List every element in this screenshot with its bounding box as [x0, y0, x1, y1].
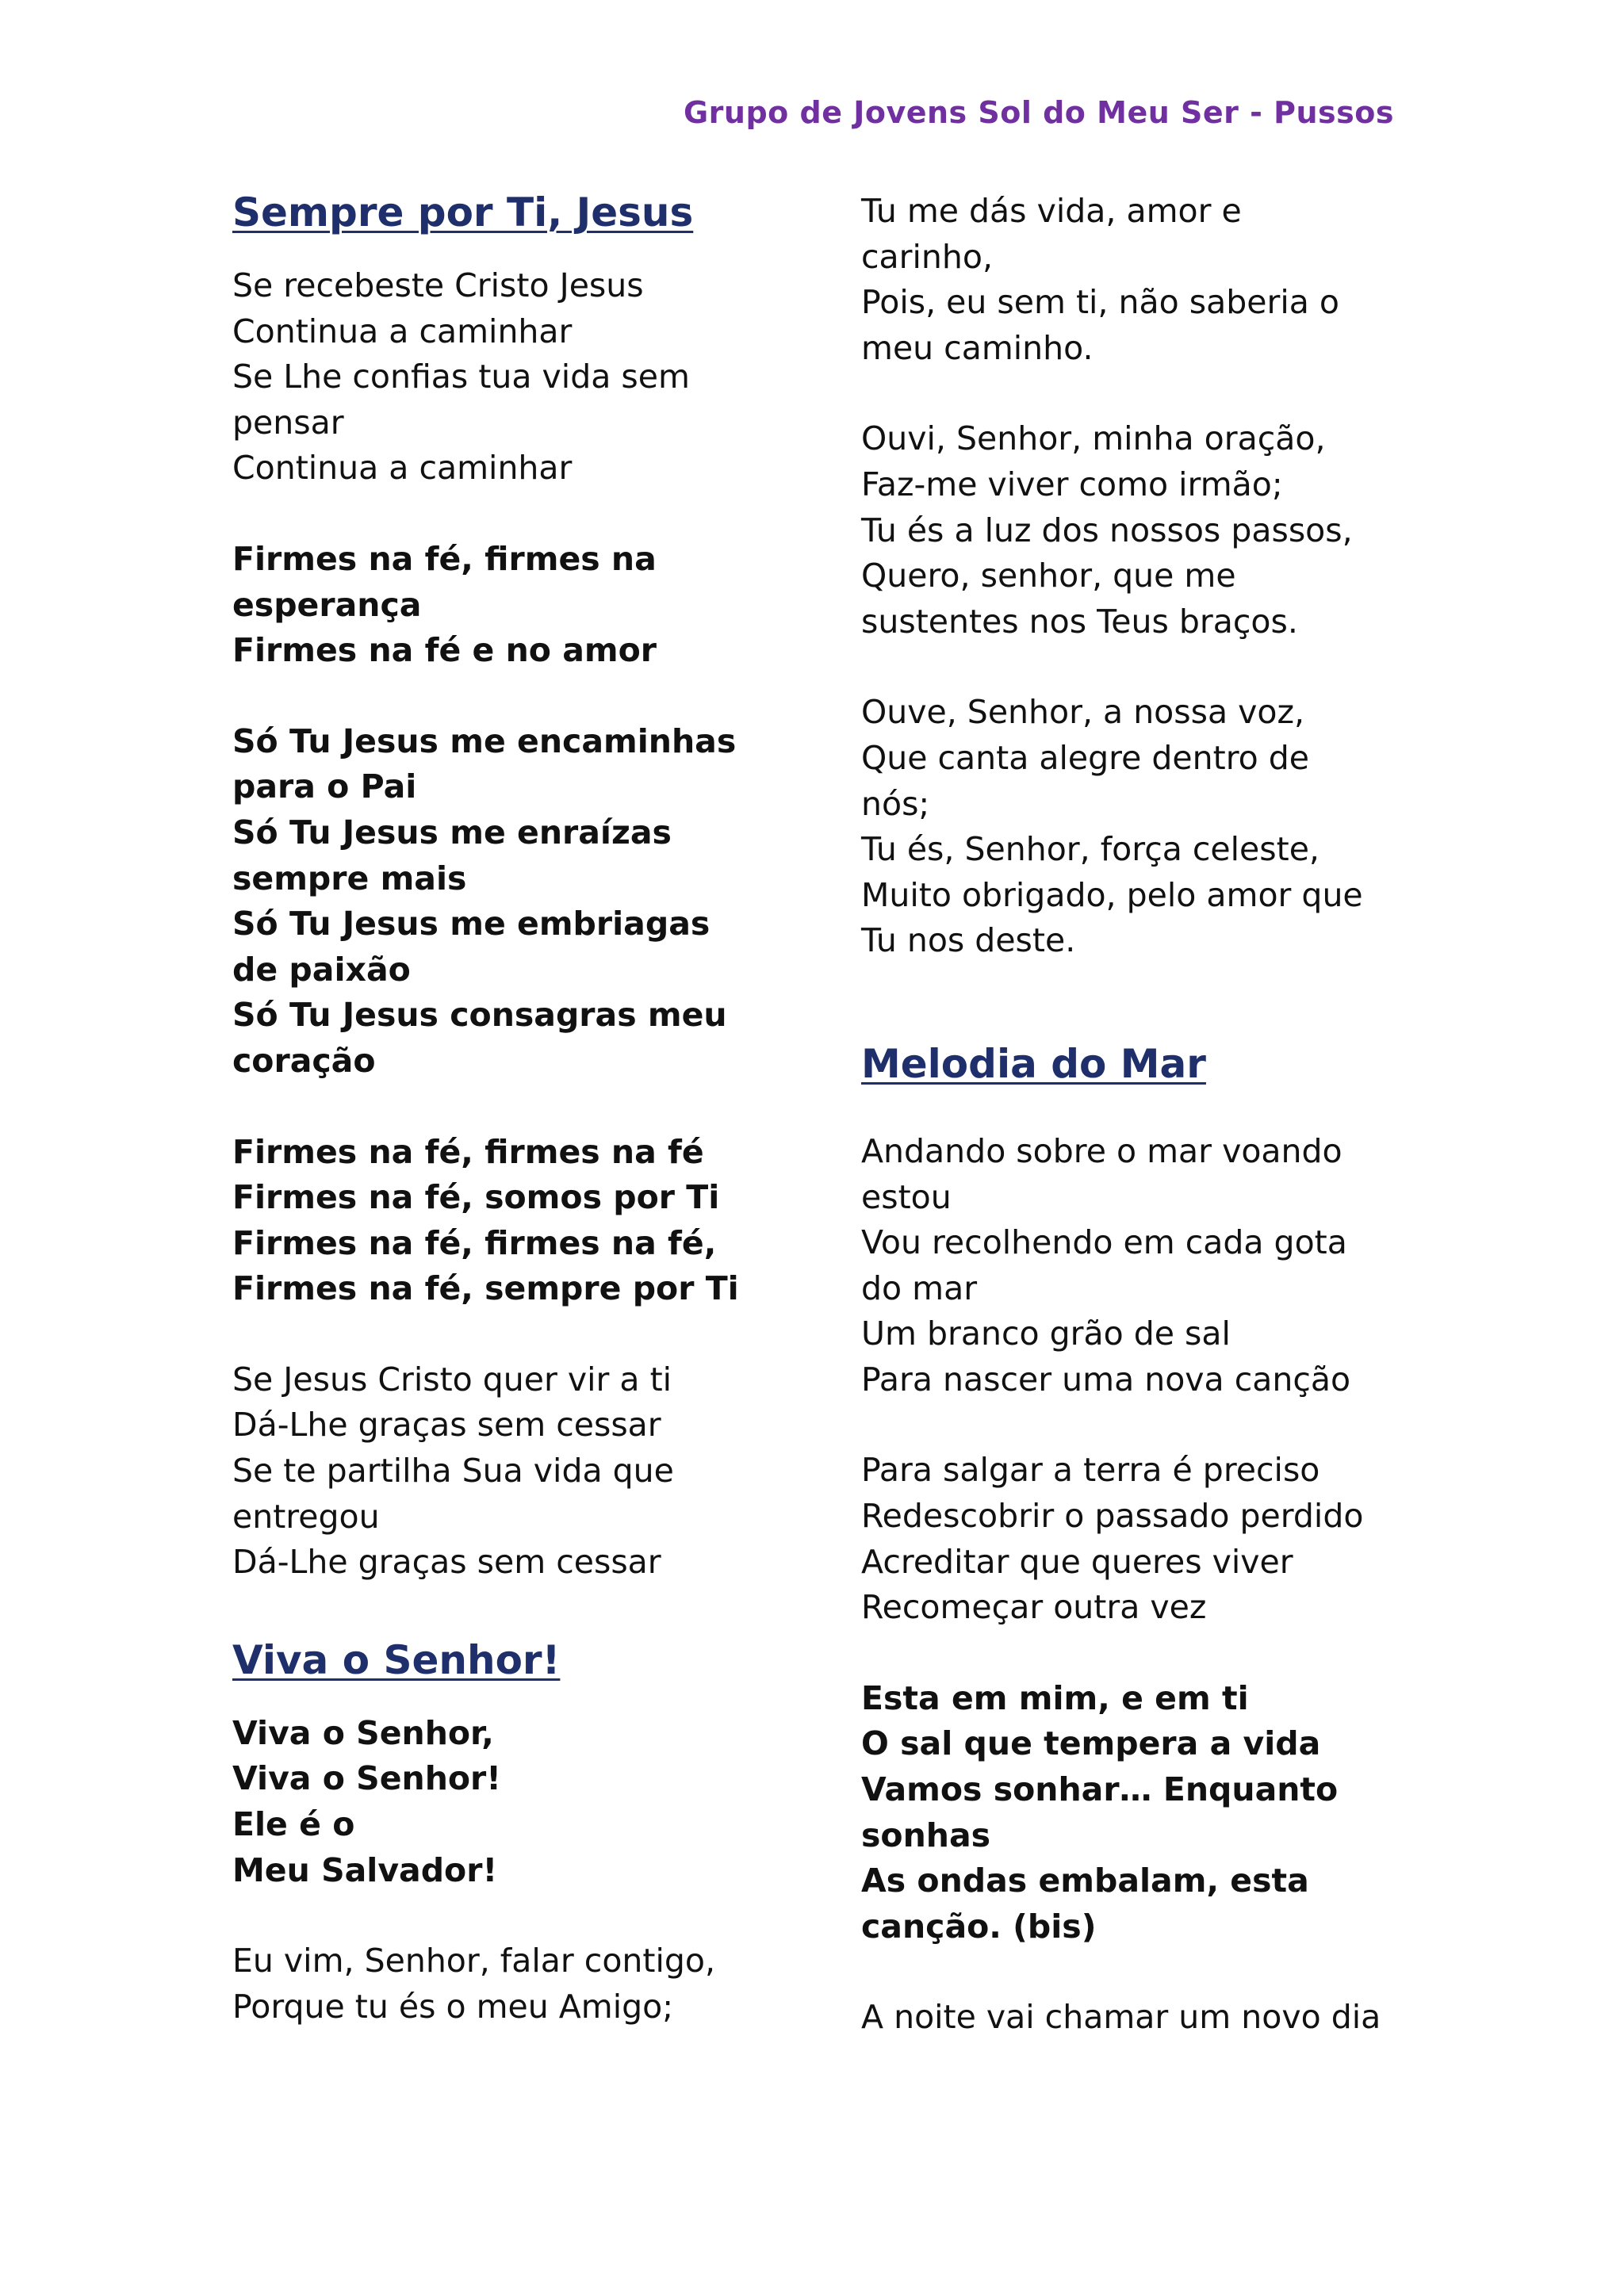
right-column — [861, 189, 1416, 2041]
song3-stanza-3: A noite vai chamar um novo dia — [861, 1998, 1381, 2037]
song1-stanza-4: Se Jesus Cristo quer vir a ti Dá-Lhe graças sem cessar Se te partilha Sua vida que entregou Dá-Lhe graças sem cessar — [232, 1360, 674, 1582]
song2-chorus: Viva o Senhor, Viva o Senhor! Ele é o Meu Salvador! — [232, 1713, 501, 1889]
song3-stanza-2: Para salgar a terra é preciso Redescobrir o passado perdido Acreditar que queres viver Recomeçar outra vez — [861, 1451, 1364, 1627]
song2-stanza-1: Eu vim, Senhor, falar contigo, Porque tu és o meu Amigo; — [232, 1942, 715, 2026]
song2-stanza-3: Ouve, Senhor, a nossa voz, Que canta alegre dentro de nós; Tu és, Senhor, força celeste, Muito obrigado, pelo amor que Tu nos deste. — [861, 693, 1363, 960]
song2-stanza-1-continued: Tu me dás vida, amor e carinho, Pois, eu sem ti, não saberia o meu caminho. — [861, 192, 1339, 367]
song1-stanza-3: Firmes na fé, firmes na fé Firmes na fé, somos por Ti Firmes na fé, firmes na fé, Firmes na fé, sempre por Ti — [232, 1132, 739, 1308]
song1-chorus: Firmes na fé, firmes na esperança Firmes na fé e no amor — [232, 539, 657, 670]
song1-stanza-1: Se recebeste Cristo Jesus Continua a caminhar Se Lhe confias tua vida sem pensar Continua a caminhar — [232, 266, 690, 488]
song1-stanza-2: Só Tu Jesus me encaminhas para o Pai Só Tu Jesus me enraízas sempre mais Só Tu Jesus me embriagas de paixão Só Tu Jesus consagras meu coração — [232, 721, 737, 1080]
song-title-viva-o-senhor: Viva o Senhor! — [232, 1636, 561, 1683]
song3-stanza-1: Andando sobre o mar voando estou Vou recolhendo em cada gota do mar Um branco grão de sal Para nascer uma nova canção — [861, 1131, 1351, 1399]
song-title-melodia-do-mar: Melodia do Mar — [861, 1040, 1206, 1087]
song-title-sempre-por-ti: Sempre por Ti, Jesus — [232, 189, 694, 235]
left-column — [232, 189, 787, 2030]
song2-stanza-2: Ouvi, Senhor, minha oração, Faz-me viver como irmão; Tu és a luz dos nossos passos, Quero, senhor, que me sustentes nos Teus braços. — [861, 419, 1353, 641]
document-header: Grupo de Jovens Sol do Meu Ser - Pussos — [683, 95, 1394, 130]
song3-chorus: Esta em mim, e em ti O sal que tempera a vida Vamos sonhar… Enquanto sonhas As ondas embalam, esta canção. (bis) — [861, 1678, 1339, 1946]
